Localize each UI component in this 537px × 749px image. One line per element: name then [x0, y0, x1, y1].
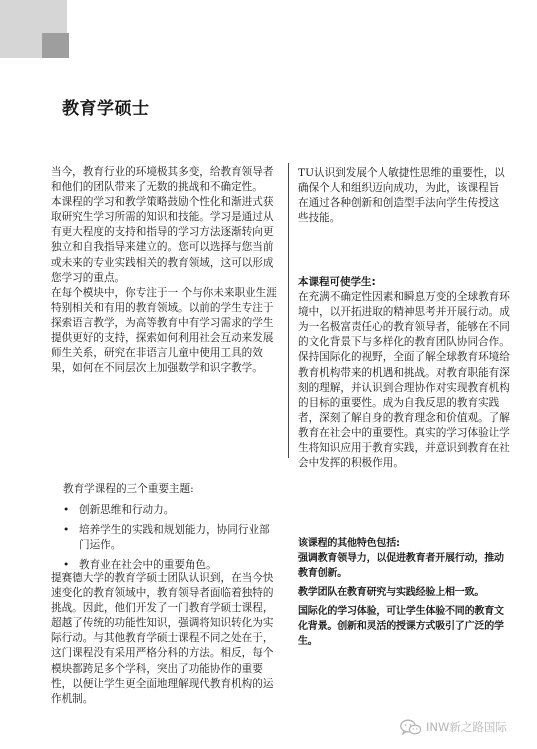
left-column-bottom	[51, 571, 277, 707]
column-divider	[288, 163, 289, 458]
watermark	[400, 718, 507, 736]
agility-paragraph: TU认识到发展个人敏捷性思维的重要性，以确保个人和组织迈向成功，为此，该课程旨在通过各种创新和创造型手法向学生传授这些技能。	[298, 167, 505, 225]
feature-item: 强调教育领导力，以促进教育者开展行动，推动教育创新。	[298, 553, 504, 579]
benefits-paragraph: 在充满不确定性因素和瞬息万变的全球教育环境中，以开拓进取的精神思考并开展行动。成为一名极富责任心的教育领导者，能够在不同的文化背景下与多样化的教育团队协同合作。保持国际化的视野，全面了解全球教育环境给教育机构带来的机遇和挑战。对教育职能有深刻的理解，并认识到合理协作对实现教育机构的目标的重要性。成为自我反思的教育实践者，深刻了解自身的教育理念和价值观。了解教育在社会中的重要性。真实的学习体验让学生将知识应用于教育实践，并意识到教育在社会中发挥的积极作用。	[298, 291, 510, 470]
themes-list	[63, 503, 277, 573]
theme-item: • 培养学生的实践和规划能力，协同行业部门运作。	[63, 523, 277, 553]
wechat-icon	[400, 719, 422, 736]
features-heading: 该课程的其他特色包括:	[298, 538, 400, 549]
page-title: 教育学硕士	[62, 99, 150, 119]
theme-item: • 教育业在社会中的重要角色。	[63, 558, 277, 573]
features-section	[298, 536, 510, 653]
feature-item: 教学团队在教育研究与实践经验上相一致。	[298, 587, 485, 598]
themes-section	[63, 482, 277, 578]
theme-item: • 创新思维和行动力。	[63, 503, 277, 518]
corner-decoration-dark	[42, 33, 69, 58]
benefits-heading: 本课程可使学生:	[298, 276, 376, 288]
teesside-paragraph: 提赛德大学的教育学硕士团队认识到，在当今快速变化的教育领域中，教育领导者面临着独特的挑战。因此，他们开发了一门教育学硕士课程，超越了传统的功能性知识，强调将知识转化为实际行动。与其他教育学硕士课程不同之处在于，这门课程没有采用严格分科的方法。相反，每个模块都跨足多个学科，突出了功能协作的重要性，以便让学生更全面地理解现代教育机构的运作机制。	[51, 572, 274, 705]
right-column-top	[298, 166, 506, 226]
themes-heading: 教育学课程的三个重要主题:	[63, 483, 194, 495]
intro-paragraph: 当今，教育行业的环境极其多变，给教育领导者和他们的团队带来了无数的挑战和不确定性。	[51, 166, 274, 194]
modules-paragraph: 在每个模块中，你专注于一 个与你未来职业生涯特别相关和有用的教育领域。以前的学生专注于探索语言教学，为高等教育中有学习需求的学生提供更好的支持，探索如何利用社会互动来发展师生关系，研究在非语言儿童中使用工具的效果，如何在不同层次上加强数学和识字教学。	[51, 286, 277, 375]
feature-item: 国际化的学习体验，可让学生体验不同的教育文化背景。创新和灵活的授课方式吸引了广泛的学生。	[298, 606, 504, 647]
learning-strategy-paragraph: 本课程的学习和教学策略鼓励个性化和渐进式获取研究生学习所需的知识和技能。学习是通过从有更大程度的支持和指导的学习方法逐渐转向更独立和自我指导来建立的。您可以选择与您当前或未来的专业实践相关的教育领域，这可以形成您学习的重点。	[51, 196, 274, 284]
benefits-section	[298, 275, 510, 471]
watermark-text: INW新之路国际	[426, 720, 507, 734]
left-column-top	[51, 165, 277, 376]
